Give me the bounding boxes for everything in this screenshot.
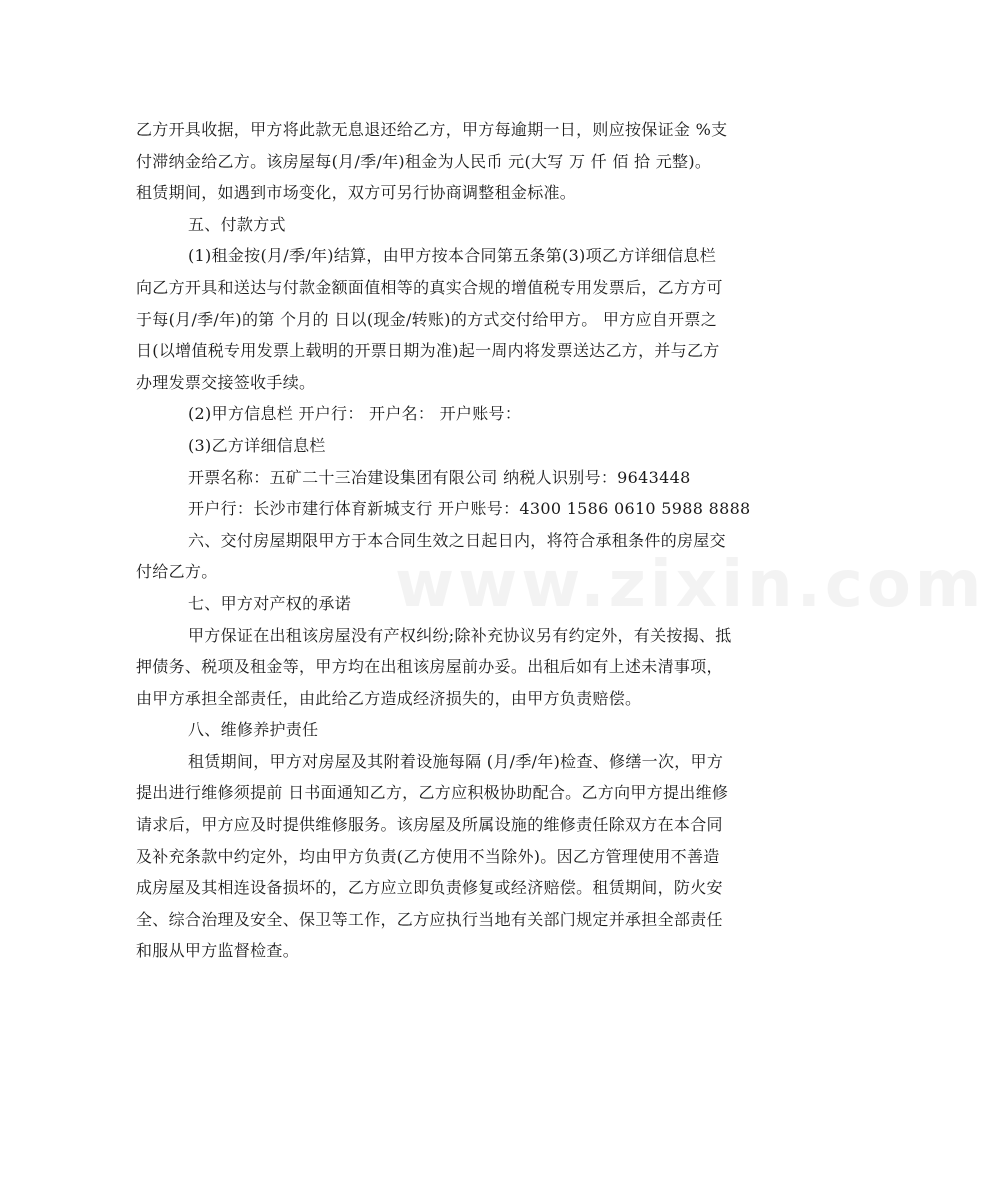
text-line: 由甲方承担全部责任，由此给乙方造成经济损失的，由甲方负责赔偿。 [136,688,642,708]
text-line: 八、维修养护责任 [188,720,319,740]
text-line: 提出进行维修须提前 日书面通知乙方，乙方应积极协助配合。乙方向甲方提出维修 [136,783,729,803]
text-line: 请求后，甲方应及时提供维修服务。该房屋及所属设施的维修责任除双方在本合同 [136,815,723,835]
text-line: 开票名称：五矿二十三冶建设集团有限公司 纳税人识别号：9643448 [188,467,691,487]
text-line: 日(以增值税专用发票上载明的开票日期为准)起一周内将发票送达乙方，并与乙方 [136,341,720,361]
text-line: 及补充条款中约定外，均由甲方负责(乙方使用不当除外)。因乙方管理使用不善造 [136,846,720,866]
text-line: 全、综合治理及安全、保卫等工作，乙方应执行当地有关部门规定并承担全部责任 [136,909,723,929]
text-line: 六、交付房屋期限甲方于本合同生效之日起日内，将符合承租条件的房屋交 [188,530,726,550]
text-line: 付给乙方。 [136,562,218,582]
document-body [136,114,786,967]
text-line: (1)租金按(月/季/年)结算，由甲方按本合同第五条第(3)项乙方详细信息栏 [188,246,716,266]
text-line: 租赁期间，甲方对房屋及其附着设施每隔 (月/季/年)检查、修缮一次，甲方 [188,751,724,771]
text-line: (2)甲方信息栏 开户行： 开户名： 开户账号： [188,404,522,424]
text-line: 成房屋及其相连设备损坏的，乙方应立即负责修复或经济赔偿。租赁期间，防火安 [136,878,723,898]
text-line: 乙方开具收据，甲方将此款无息退还给乙方，甲方每逾期一日，则应按保证金 %支 [136,120,728,139]
text-line: 甲方保证在出租该房屋没有产权纠纷;除补充协议另有约定外，有关按揭、抵 [188,625,732,645]
text-line: 押债务、税项及租金等，甲方均在出租该房屋前办妥。出租后如有上述未清事项， [136,657,723,677]
text-line: 于每(月/季/年)的第 个月的 日以(现金/转账)的方式交付给甲方。 甲方应自开票之 [136,309,717,329]
text-line: 付滞纳金给乙方。该房屋每(月/季/年)租金为人民币 元(大写 万 仟 佰 拾 元整)。 [136,151,712,171]
text-line: 租赁期间，如遇到市场变化，双方可另行协商调整租金标准。 [136,183,577,203]
text-line: 七、甲方对产权的承诺 [188,593,352,613]
text-line: 开户行：长沙市建行体育新城支行 开户账号：4300 1586 0610 5988 8888 [188,499,751,519]
text-line: 和服从甲方监督检查。 [136,941,300,961]
watermark-logo: www.zixin.com [395,548,985,622]
text-line: (3)乙方详细信息栏 [188,435,326,455]
text-line: 办理发票交接签收手续。 [136,372,316,392]
text-line: 五、付款方式 [188,214,286,234]
text-line: 向乙方开具和送达与付款金额面值相等的真实合规的增值税专用发票后，乙方方可 [136,277,723,297]
